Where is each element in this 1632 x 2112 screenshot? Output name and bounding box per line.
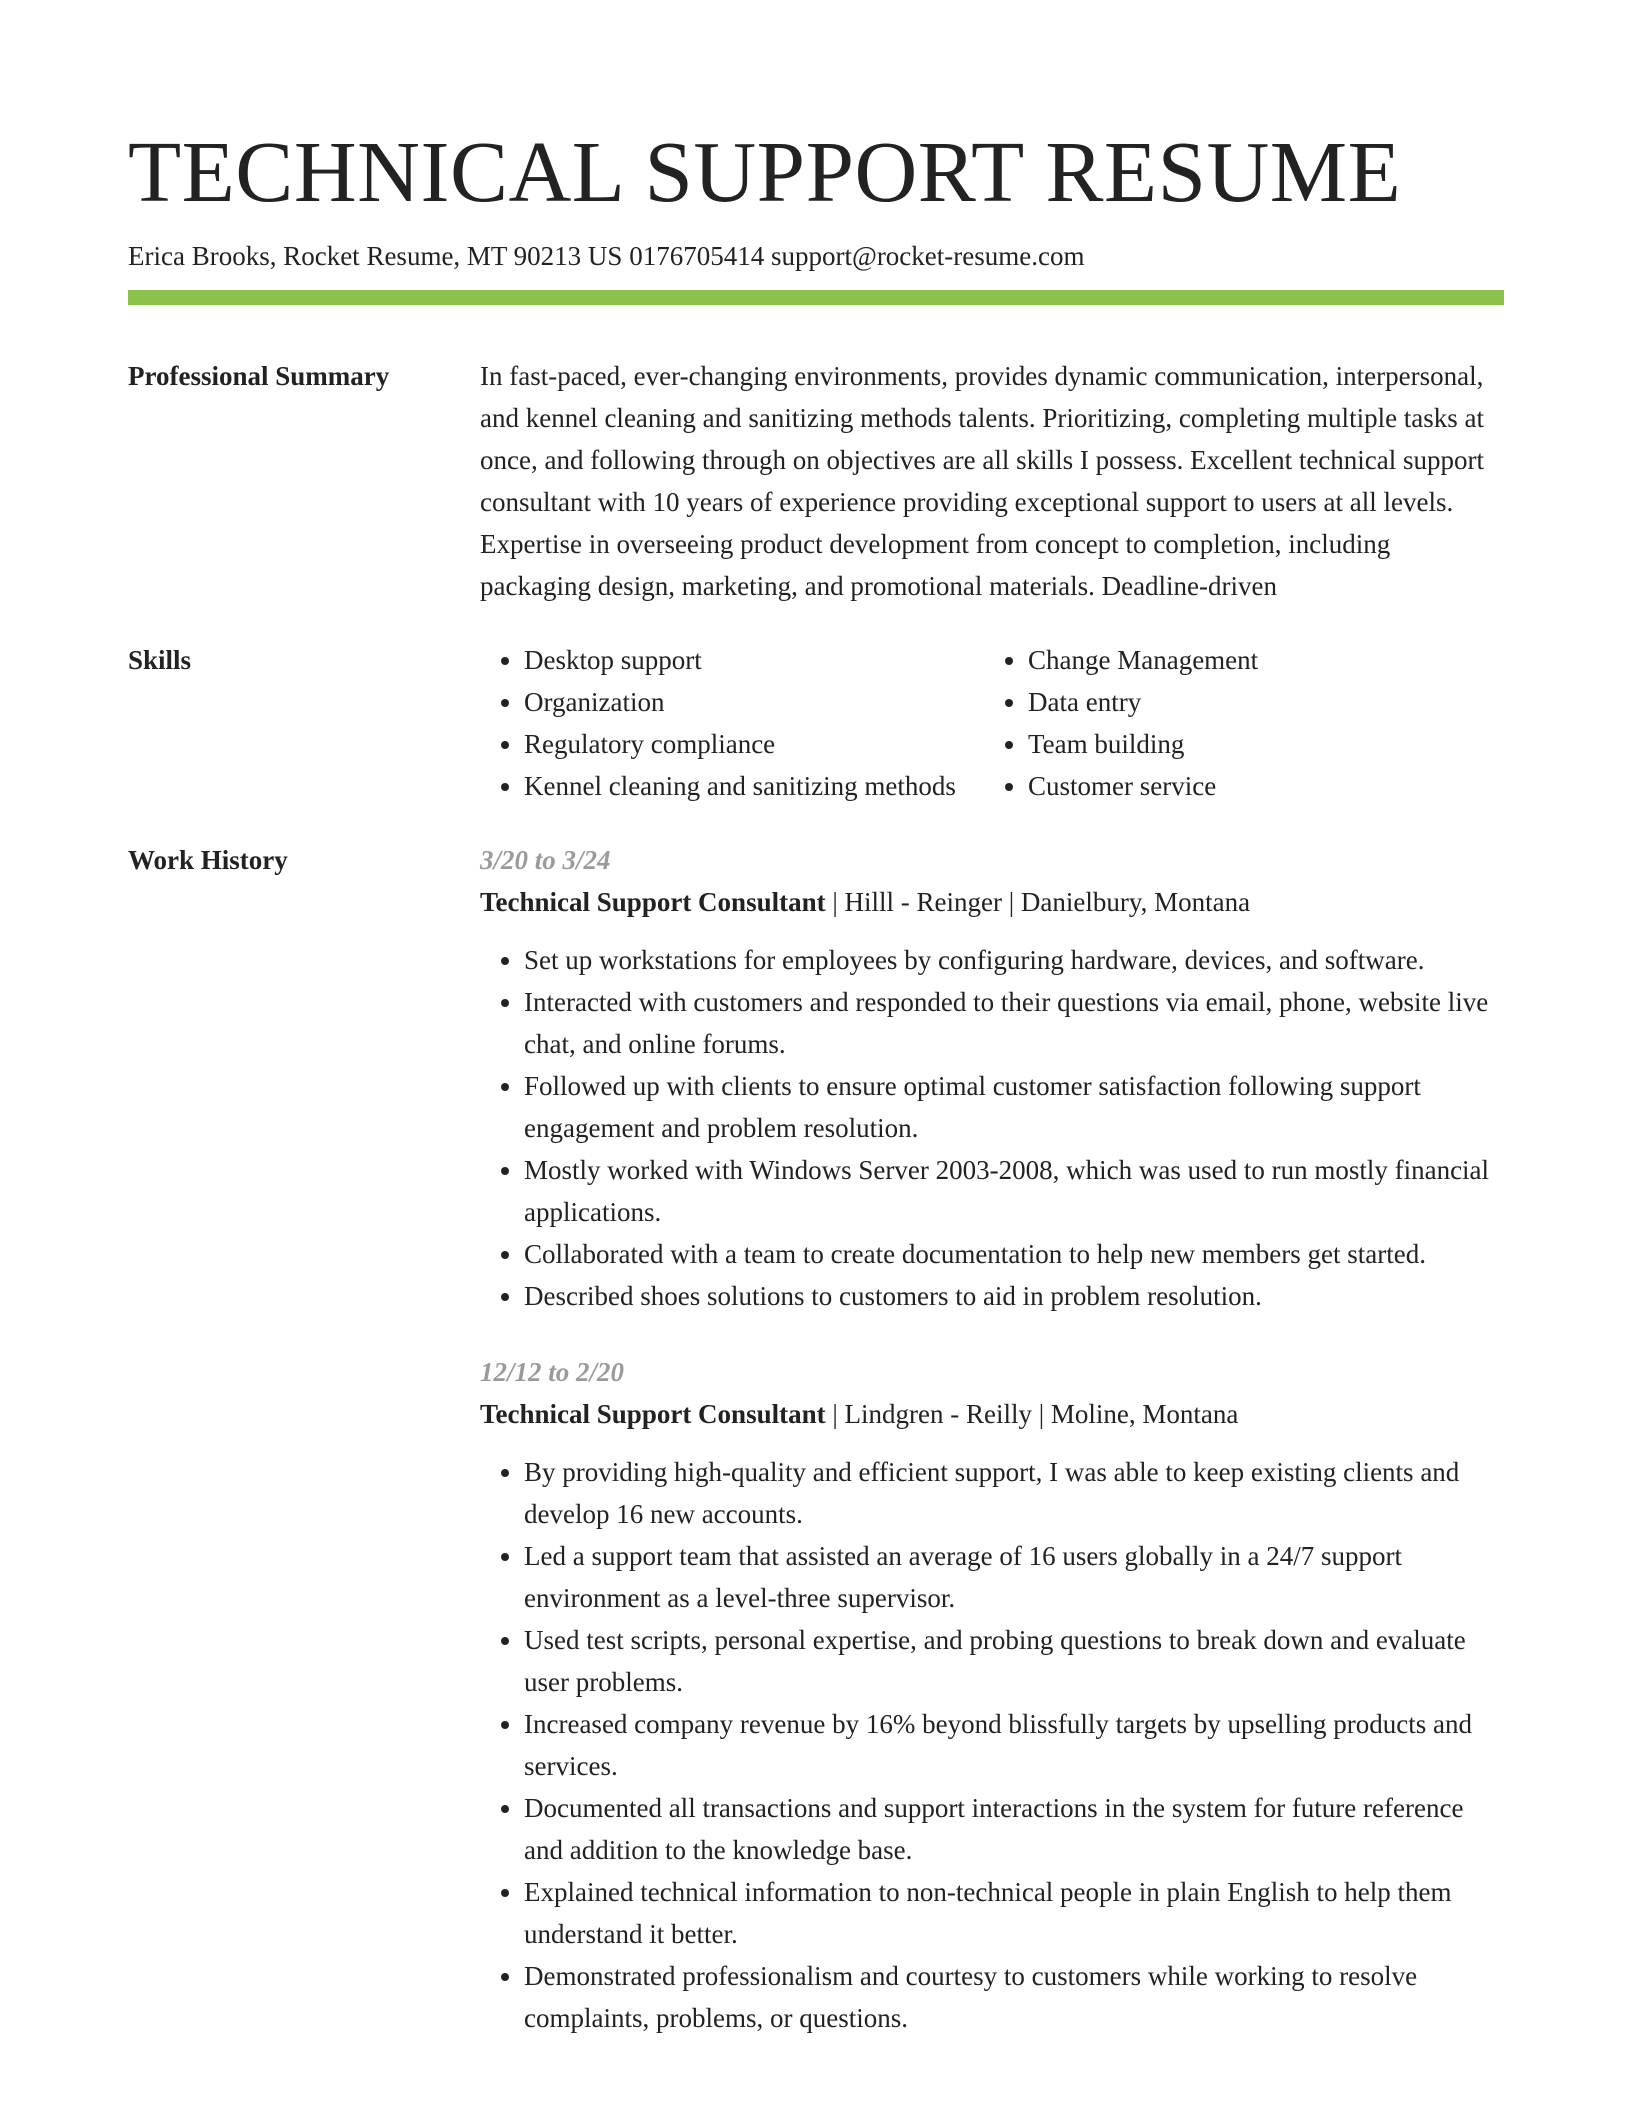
job-bullet: • Mostly worked with Windows Server 2003-2008, which was used to run mostly financial applications.	[524, 1149, 1504, 1233]
job-bullet: • Described shoes solutions to customers to aid in problem resolution.	[524, 1275, 1504, 1317]
job-bullet: • Demonstrated professionalism and courtesy to customers while working to resolve complaints, problems, or questions.	[524, 1955, 1504, 2039]
job-bullet: • Explained technical information to non-technical people in plain English to help them understand it better.	[524, 1871, 1504, 1955]
job-entry	[480, 1351, 1504, 2039]
skills-column-left	[480, 639, 984, 807]
skills-section	[128, 639, 1504, 807]
job-bullet: • Interacted with customers and responded to their questions via email, phone, website live chat, and online forums.	[524, 981, 1504, 1065]
section-label-skills: Skills	[128, 645, 192, 675]
skills-grid	[480, 639, 1504, 807]
work-history-section	[128, 839, 1504, 2039]
job-bullet-list	[480, 1451, 1504, 2039]
professional-summary-section	[128, 355, 1504, 607]
summary-text: In fast-paced, ever-changing environments, provides dynamic communication, interpersonal, and kennel cleaning and sanitizing methods talents. Prioritizing, completing multiple tasks at once, and following through on objectives are all skills I possess. Excellent technical support consultant with 10 years of experience providing exceptional support to users at all levels. Expertise in overseeing product development from concept to completion, including packaging design, marketing, and promotional materials. Deadline-driven	[480, 361, 1485, 601]
job-dates: 3/20 to 3/24	[480, 845, 611, 875]
job-header	[480, 881, 1504, 923]
skill-item: • Change Management	[1028, 639, 1504, 681]
job-bullet: • Increased company revenue by 16% beyond blissfully targets by upselling products and services.	[524, 1703, 1504, 1787]
job-bullet: • Led a support team that assisted an average of 16 users globally in a 24/7 support environment as a level-three supervisor.	[524, 1535, 1504, 1619]
work-history-body	[480, 839, 1504, 2039]
job-bullet: • Documented all transactions and support interactions in the system for future reference and addition to the knowledge base.	[524, 1787, 1504, 1871]
section-label-work-history: Work History	[128, 845, 288, 875]
job-bullet: • Set up workstations for employees by configuring hardware, devices, and software.	[524, 939, 1504, 981]
job-bullet: • Used test scripts, personal expertise, and probing questions to break down and evaluate user problems.	[524, 1619, 1504, 1703]
section-label-professional-summary: Professional Summary	[128, 361, 390, 391]
job-bullet: • Collaborated with a team to create documentation to help new members get started.	[524, 1233, 1504, 1275]
accent-divider	[128, 290, 1504, 305]
job-title: Technical Support Consultant	[480, 887, 826, 917]
job-details: | Lindgren - Reilly | Moline, Montana	[825, 1399, 1239, 1429]
job-header	[480, 1393, 1504, 1435]
job-entry	[480, 839, 1504, 1317]
skill-item: • Kennel cleaning and sanitizing methods	[524, 765, 984, 807]
skill-item: • Customer service	[1028, 765, 1504, 807]
resume-page	[128, 0, 1504, 2039]
skills-body	[480, 639, 1504, 807]
contact-line: Erica Brooks, Rocket Resume, MT 90213 US 0176705414 support@rocket-resume.com	[128, 241, 1085, 271]
skill-item: • Organization	[524, 681, 984, 723]
job-bullet: • By providing high-quality and efficient support, I was able to keep existing clients and develop 16 new accounts.	[524, 1451, 1504, 1535]
skill-item: • Data entry	[1028, 681, 1504, 723]
job-dates: 12/12 to 2/20	[480, 1357, 625, 1387]
professional-summary-body	[480, 355, 1504, 607]
skill-item: • Regulatory compliance	[524, 723, 984, 765]
skills-column-right	[984, 639, 1504, 807]
job-bullet-list	[480, 939, 1504, 1317]
resume-title: TECHNICAL SUPPORT RESUME	[128, 123, 1402, 220]
job-title: Technical Support Consultant	[480, 1399, 826, 1429]
skill-item: • Desktop support	[524, 639, 984, 681]
skill-item: • Team building	[1028, 723, 1504, 765]
job-bullet: • Followed up with clients to ensure optimal customer satisfaction following support engagement and problem resolution.	[524, 1065, 1504, 1149]
job-details: | Hilll - Reinger | Danielbury, Montana	[825, 887, 1251, 917]
